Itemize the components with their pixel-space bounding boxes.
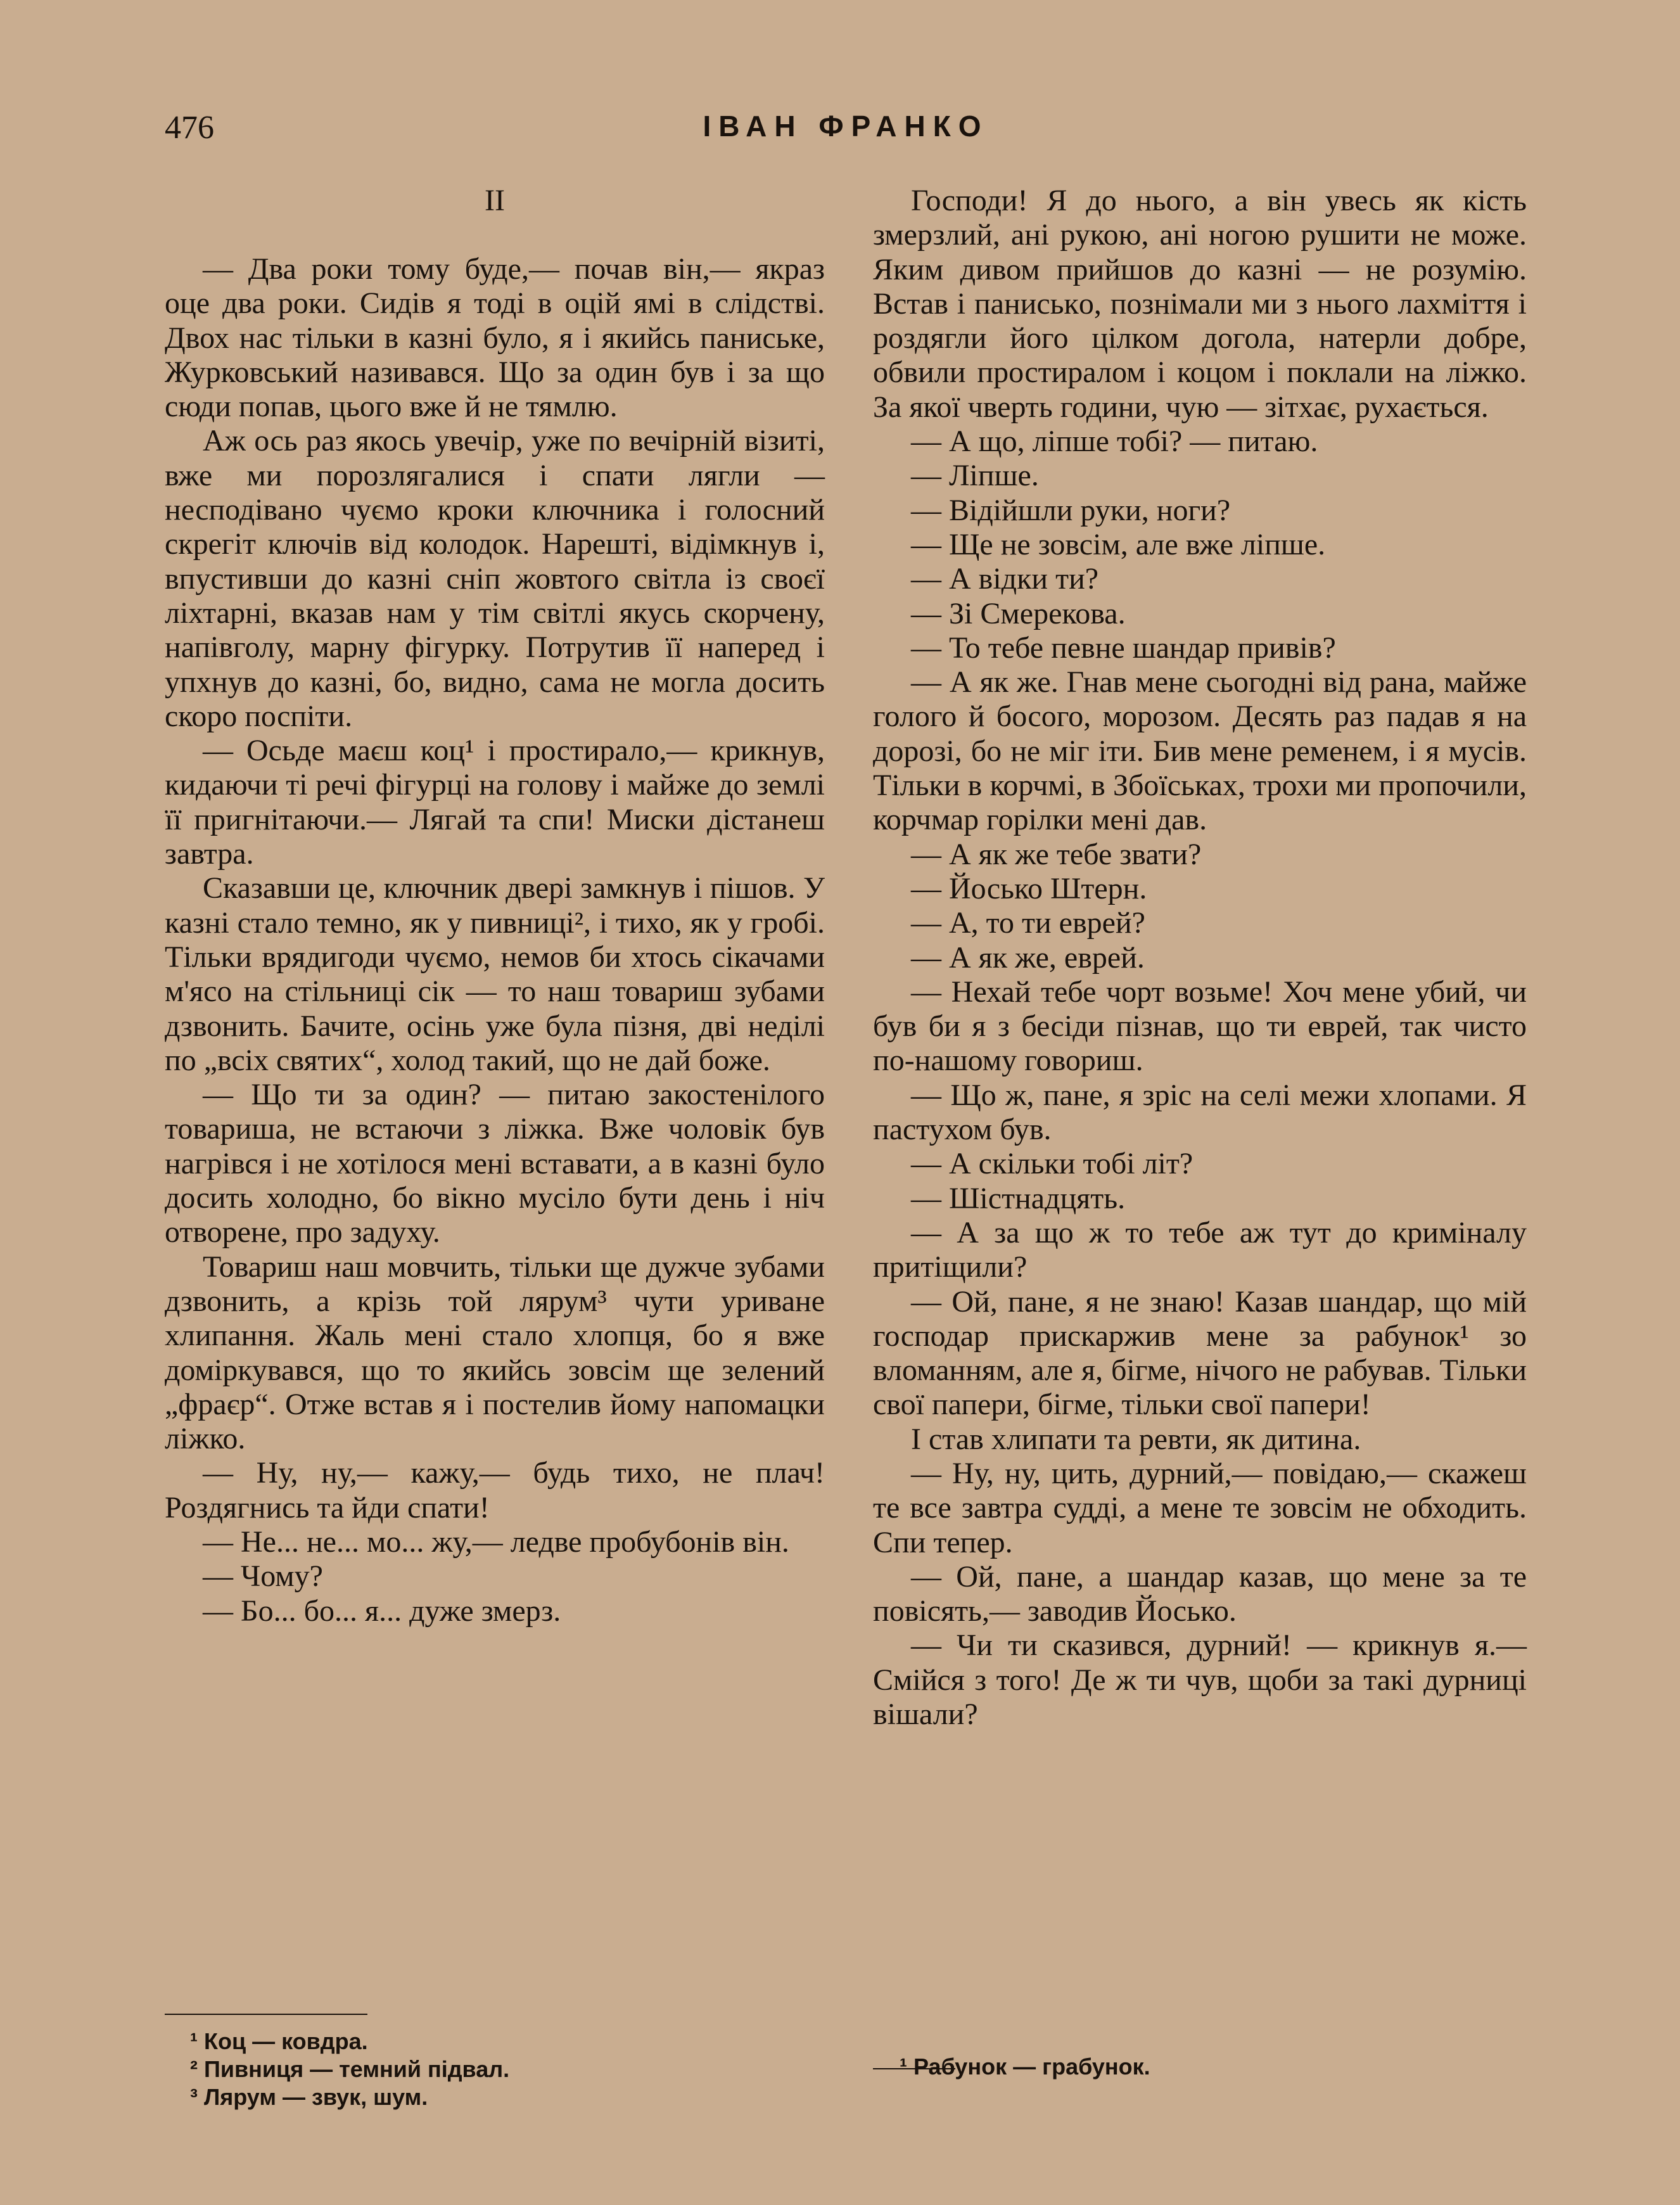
paragraph: Товариш наш мовчить, тільки ще дужче зубами дзвонить, а крізь той лярум³ чути уриване хлипання. Жаль мені стало хлопця, бо я вже доміркувався, що то якийсь зовсім ще зелений „фраєр“. Отже встав я і постелив йому напомацки ліжко. bbox=[165, 1250, 825, 1456]
running-title: ІВАН ФРАНКО bbox=[703, 110, 989, 143]
paragraph: — Що ж, пане, я зріс на селі межи хлопами. Я пастухом був. bbox=[873, 1078, 1527, 1147]
paragraph: — А як же. Гнав мене сьогодні від рана, майже голого й босого, морозом. Десять раз падав я на дорозі, бо не міг іти. Бив мене ременем, і я мусів. Тільки в корчмі, в Збоїськах, трохи ми пропочили, корчмар горілки мені дав. bbox=[873, 665, 1527, 837]
paragraph: — Ще не зовсім, але вже ліпше. bbox=[911, 527, 1326, 561]
paragraph: — Чому? bbox=[203, 1559, 323, 1594]
paragraph: — А скільки тобі літ? bbox=[911, 1147, 1193, 1181]
paragraph: — А що, ліпше тобі? — питаю. bbox=[911, 425, 1318, 459]
paragraph: — Що ти за один? — питаю закостенілого товариша, не встаючи з ліжка. Вже чоловік був нагрівся і не хотілося мені вставати, а в казні було досить холодно, бо вікно мусіло бути день і ніч отворене, про задуху. bbox=[165, 1078, 825, 1250]
paragraph: — То тебе певне шандар привів? bbox=[911, 630, 1336, 665]
footnote: ³ Лярум — звук, шум. bbox=[190, 2084, 428, 2110]
footnote: ² Пивниця — темний підвал. bbox=[190, 2056, 510, 2082]
paragraph: — Нехай тебе чорт возьме! Хоч мене убий, чи був би я з бесіди пізнав, що ти еврей, так чисто по-нашому говориш. bbox=[873, 975, 1527, 1078]
left-column bbox=[165, 184, 825, 1628]
footnotes-right bbox=[900, 2053, 1150, 2081]
paragraph: — Осьде маєш коц¹ і простирало,— крикнув, кидаючи ті речі фігурці на голову і майже до землі її пригнітаючи.— Лягай та спи! Миски дістанеш завтра. bbox=[165, 734, 825, 871]
page-number: 476 bbox=[165, 110, 214, 146]
paragraph: — Відійшли руки, ноги? bbox=[911, 493, 1231, 527]
footnote: ¹ Рабунок — грабунок. bbox=[900, 2054, 1150, 2080]
section-number: II bbox=[485, 184, 505, 217]
paragraph: — А, то ти еврей? bbox=[911, 906, 1145, 940]
paragraph: Аж ось раз якось увечір, уже по вечірній візиті, вже ми порозлягалися і спати лягли — несподівано чуємо кроки ключника і голосний скрегіт ключів від колодок. Нарешті, відімкнув і, впустивши до казні сніп жовтого світла із своєї ліхтарні, вказав нам у тім світлі якусь скорчену, напівголу, марну фігурку. Потрутив її наперед і упхнув до казні, бо, видно, сама не могла досить скоро поспіти. bbox=[165, 424, 825, 733]
right-column bbox=[873, 184, 1527, 1732]
paragraph: — Не... не... мо... жу,— ледве пробубонів він. bbox=[203, 1524, 789, 1559]
paragraph: — А як же тебе звати? bbox=[911, 837, 1202, 871]
paragraph: — А за що ж то тебе аж тут до криміналу притіщили? bbox=[873, 1215, 1527, 1284]
paragraph: — А як же, еврей. bbox=[911, 940, 1145, 975]
paragraph: Сказавши це, ключник двері замкнув і пішов. У казні стало темно, як у пивниці², і тихо, як у гробі. Тільки врядигоди чуємо, немов би хтось сікачами м'ясо на стільниці сік — то наш товариш зубами дзвонить. Бачите, осінь уже була пізня, дві неділі по „всіх святих“, холод такий, що не дай боже. bbox=[165, 871, 825, 1077]
paragraph: — Шістнадцять. bbox=[911, 1181, 1126, 1215]
paragraph: — Зі Смерекова. bbox=[911, 596, 1126, 630]
paragraph: — Ліпше. bbox=[911, 459, 1039, 493]
paragraph: — Ой, пане, а шандар казав, що мене за те повісять,— заводив Йосько. bbox=[873, 1559, 1527, 1628]
paragraph: — Чи ти сказився, дурний! — крикнув я.— Смійся з того! Де ж ти чув, щоби за такі дурниці вішали? bbox=[873, 1628, 1527, 1732]
paragraph: — Ой, пане, я не знаю! Казав шандар, що мій господар прискаржив мене за рабунок¹ зо вломанням, але я, бігме, нічого не рабував. Тільки свої папери, бігме, тільки свої папери! bbox=[873, 1284, 1527, 1422]
paragraph: І став хлипати та ревти, як дитина. bbox=[911, 1422, 1361, 1456]
paragraph: — Два роки тому буде,— почав він,— якраз оце два роки. Сидів я тоді в оцій ямі в слідстві. Двох нас тільки в казні було, я і якийсь паниське, Журковський називався. Що за один був і за що сюди попав, цього вже й не тямлю. bbox=[165, 252, 825, 424]
paragraph: — Йосько Штерн. bbox=[911, 871, 1147, 905]
paragraph: — А відки ти? bbox=[911, 562, 1099, 596]
paragraph: — Ну, ну,— кажу,— будь тихо, не плач! Роздягнись та йди спати! bbox=[165, 1456, 825, 1524]
paragraph: — Бо... бо... я... дуже змерз. bbox=[203, 1594, 561, 1628]
footnotes-left bbox=[190, 2028, 509, 2111]
page-header bbox=[165, 109, 1527, 153]
footnote: ¹ Коц — ковдра. bbox=[190, 2028, 368, 2054]
paragraph: — Ну, ну, цить, дурний,— повідаю,— скажеш те все завтра судді, а мене те зовсім не обходить. Спи тепер. bbox=[873, 1456, 1527, 1559]
paragraph: Господи! Я до нього, а він увесь як кість змерзлий, ані рукою, ані ногою рушити не може. Яким дивом прийшов до казні — не розумію. Встав і паниськo, познімали ми з нього лахміття і роздягли його цілком догола, натерли добре, обвили простиралом і коцом і поклали на ліжко. За якої чверть години, чую — зітхає, рухається. bbox=[873, 184, 1527, 424]
footnote-divider bbox=[165, 2014, 367, 2015]
